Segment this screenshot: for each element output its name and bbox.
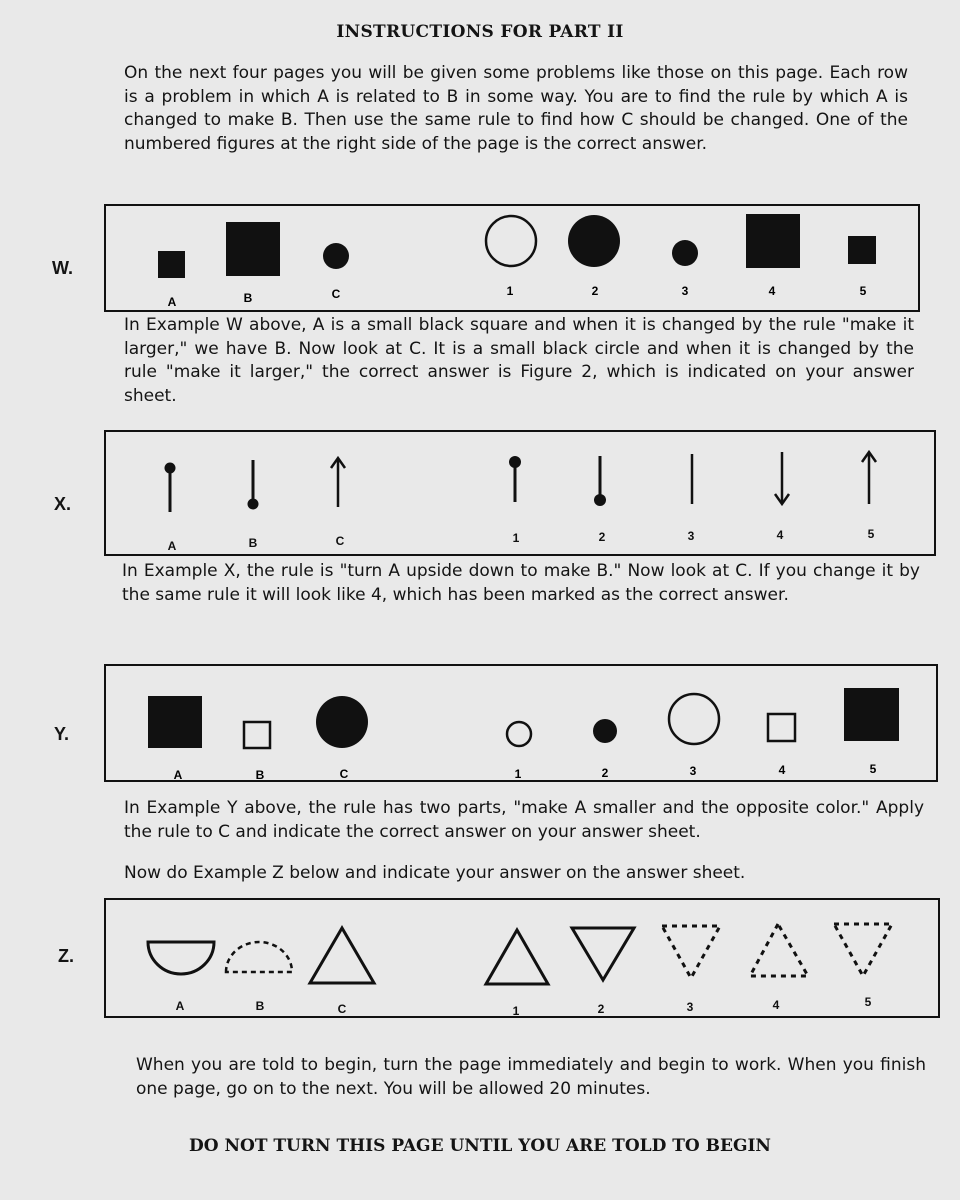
x-a-pin-up <box>165 463 176 513</box>
x-number-4: 4 <box>776 528 784 542</box>
w-option-2-large-black-circle[interactable] <box>568 215 620 267</box>
z-option-5-dashed-triangle-down[interactable] <box>834 924 892 976</box>
w-option-4-large-square[interactable] <box>746 214 800 268</box>
example-x-box <box>104 430 936 556</box>
y-number-2: 2 <box>601 766 609 780</box>
z-c-solid-triangle-up <box>310 928 374 983</box>
z-option-3-dashed-triangle-down[interactable] <box>662 926 720 978</box>
example-x-explanation: In Example X, the rule is "turn A upside down to make B." Now look at C. If you change it by the same rule it will look like 4, which has been marked as the correct answer. <box>122 561 920 605</box>
w-letter-a: A <box>167 295 177 309</box>
example-w-label: W. <box>52 258 73 278</box>
z-letter-c: C <box>337 1002 347 1016</box>
z-letter-a: A <box>175 999 185 1013</box>
w-number-5: 5 <box>859 284 867 298</box>
z-number-3: 3 <box>686 1000 694 1014</box>
z-number-2: 2 <box>597 1002 605 1016</box>
example-w-box <box>104 204 920 312</box>
w-a-small-square <box>158 251 185 278</box>
x-letter-b: B <box>248 536 258 550</box>
x-number-3: 3 <box>687 529 695 543</box>
x-option-2-pin-down[interactable] <box>594 456 606 506</box>
example-z-label: Z. <box>58 946 74 966</box>
z-number-1: 1 <box>512 1004 520 1018</box>
y-number-3: 3 <box>689 764 697 778</box>
y-letter-b: B <box>255 768 265 782</box>
example-y-label: Y. <box>54 724 70 744</box>
y-letter-a: A <box>173 768 183 782</box>
example-y-box <box>104 664 938 782</box>
w-c-small-circle <box>323 243 349 269</box>
z-option-1-solid-triangle-up[interactable] <box>486 930 548 984</box>
w-option-3-small-circle[interactable] <box>672 240 698 266</box>
z-b-dashed-half-circle <box>226 942 292 972</box>
x-number-1: 1 <box>512 531 520 545</box>
x-option-1-pin-up[interactable] <box>509 456 521 502</box>
example-x-label: X. <box>54 494 72 514</box>
y-number-1: 1 <box>514 767 522 781</box>
y-option-3-large-white-circle[interactable] <box>669 694 719 744</box>
x-number-2: 2 <box>598 530 606 544</box>
y-a-large-black-square <box>148 696 202 748</box>
x-c-arrow-up <box>331 458 345 507</box>
y-number-5: 5 <box>869 762 877 776</box>
y-option-1-small-white-circle[interactable] <box>507 722 531 746</box>
z-option-4-dashed-triangle-up[interactable] <box>750 924 808 976</box>
w-number-2: 2 <box>591 284 599 298</box>
x-b-pin-down <box>248 460 259 510</box>
w-letter-b: B <box>243 291 253 305</box>
example-w-explanation: In Example W above, A is a small black square and when it is changed by the rule "make it larger," we have B. Now look at C. It is a small black circle and when it is changed by the rule "make it larger," the correct answer is Figure 2, which is indicated on your answer sheet. <box>124 315 914 406</box>
intro-paragraph: On the next four pages you will be given some problems like those on this page. Each row is a problem in which A is related to B in some way. You are to find the rule by which A is changed to make B. Then use the same rule to find how C should be changed. One of the numbered figures at the right side of the page is the correct answer. <box>124 63 908 154</box>
example-z-box <box>104 898 940 1018</box>
y-option-2-small-black-circle[interactable] <box>593 719 617 743</box>
z-option-2-solid-triangle-down[interactable] <box>572 928 634 980</box>
w-number-4: 4 <box>768 284 776 298</box>
y-letter-c: C <box>339 767 349 781</box>
w-option-5-small-square[interactable] <box>848 236 876 264</box>
z-number-5: 5 <box>864 995 872 1009</box>
example-z-prompt: Now do Example Z below and indicate your answer on the answer sheet. <box>124 863 746 883</box>
closing-paragraph: When you are told to begin, turn the page immediately and begin to work. When you finish one page, go on to the next. You will be allowed 20 minutes. <box>136 1055 926 1099</box>
w-number-3: 3 <box>681 284 689 298</box>
y-option-4-small-white-square[interactable] <box>768 714 795 741</box>
w-b-large-square <box>226 222 280 276</box>
page-title: INSTRUCTIONS FOR PART II <box>336 22 624 42</box>
y-b-small-white-square <box>244 722 270 748</box>
x-letter-c: C <box>335 534 345 548</box>
z-letter-b: B <box>255 999 265 1013</box>
example-y-explanation: In Example Y above, the rule has two parts, "make A smaller and the opposite color." Apply the rule to C and indicate the correct answer on your answer sheet. <box>124 798 924 842</box>
y-option-5-large-black-square[interactable] <box>844 688 899 741</box>
w-number-1: 1 <box>506 284 514 298</box>
w-letter-c: C <box>331 287 341 301</box>
x-number-5: 5 <box>867 527 875 541</box>
w-option-1-large-white-circle[interactable] <box>486 216 536 266</box>
x-letter-a: A <box>167 539 177 553</box>
z-a-solid-half-circle <box>148 942 214 974</box>
y-c-large-black-circle <box>316 696 368 748</box>
y-number-4: 4 <box>778 763 786 777</box>
z-number-4: 4 <box>772 998 780 1012</box>
x-option-5-arrow-up[interactable] <box>862 452 876 504</box>
do-not-turn-notice: DO NOT TURN THIS PAGE UNTIL YOU ARE TOLD TO BEGIN <box>189 1136 771 1156</box>
x-option-4-arrow-down[interactable] <box>775 452 789 504</box>
